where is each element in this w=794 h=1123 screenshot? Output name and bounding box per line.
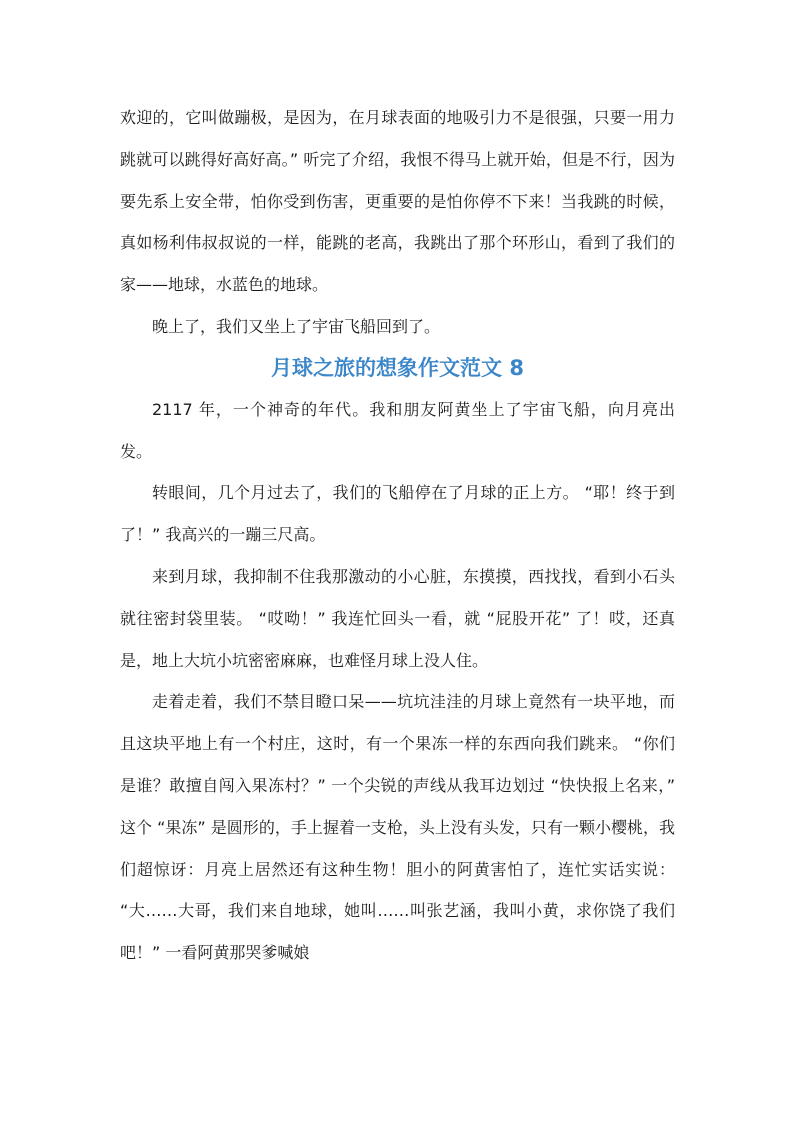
- paragraph-arrival: 转眼间，几个月过去了，我们的飞船停在了月球的正上方。 “耶！终于到了！” 我高兴的一蹦三尺高。: [120, 483, 675, 545]
- section-heading: 月球之旅的想象作文范文 8: [271, 355, 524, 380]
- paragraph-jelly-village: 走着走着，我们不禁目瞪口呆——坑坑洼洼的月球上竟然有一块平地，而且这块平地上有一个村庄，这时，有一个果冻一样的东西向我们跳来。 “你们是谁？敢擅自闯入果冻村？” 一个尖锐的声线从我耳边划过 “快快报上名来，” 这个 “果冻” 是圆形的，手上握着一支枪，头上没有头发，只有一颗小樱桃，我们超惊讶：月亮上居然还有这种生物！胆小的阿黄害怕了，连忙实话实说： “大……大哥，我们来自地球，她叫……叫张艺涵，我叫小黄，求你饶了我们吧！” 一看阿黄那哭爹喊娘: [120, 692, 675, 963]
- paragraph-exploring: 来到月球，我抑制不住我那激动的小心脏，东摸摸，西找找，看到小石头就往密封袋里装。 “哎呦！” 我连忙回头一看，就 “屁股开花” 了！哎，还真是，地上大坑小坑密密麻麻，也难怪月球上没人住。: [120, 566, 675, 670]
- paragraph-continuation: 欢迎的，它叫做蹦极，是因为，在月球表面的地吸引力不是很强，只要一用力跳就可以跳得好高好高。” 听完了介绍，我恨不得马上就开始，但是不行，因为要先系上安全带，怕你受到伤害，更重要的是怕你停不下来！当我跳的时候，真如杨利伟叔叔说的一样，能跳的老高，我跳出了那个环形山，看到了我们的家——地球，水蓝色的地球。: [120, 108, 675, 295]
- paragraph-intro: 2117 年，一个神奇的年代。我和朋友阿黄坐上了宇宙飞船，向月亮出发。: [120, 399, 675, 461]
- paragraph-evening: 晚上了，我们又坐上了宇宙飞船回到了。: [152, 316, 441, 336]
- document-page: [120, 97, 675, 974]
